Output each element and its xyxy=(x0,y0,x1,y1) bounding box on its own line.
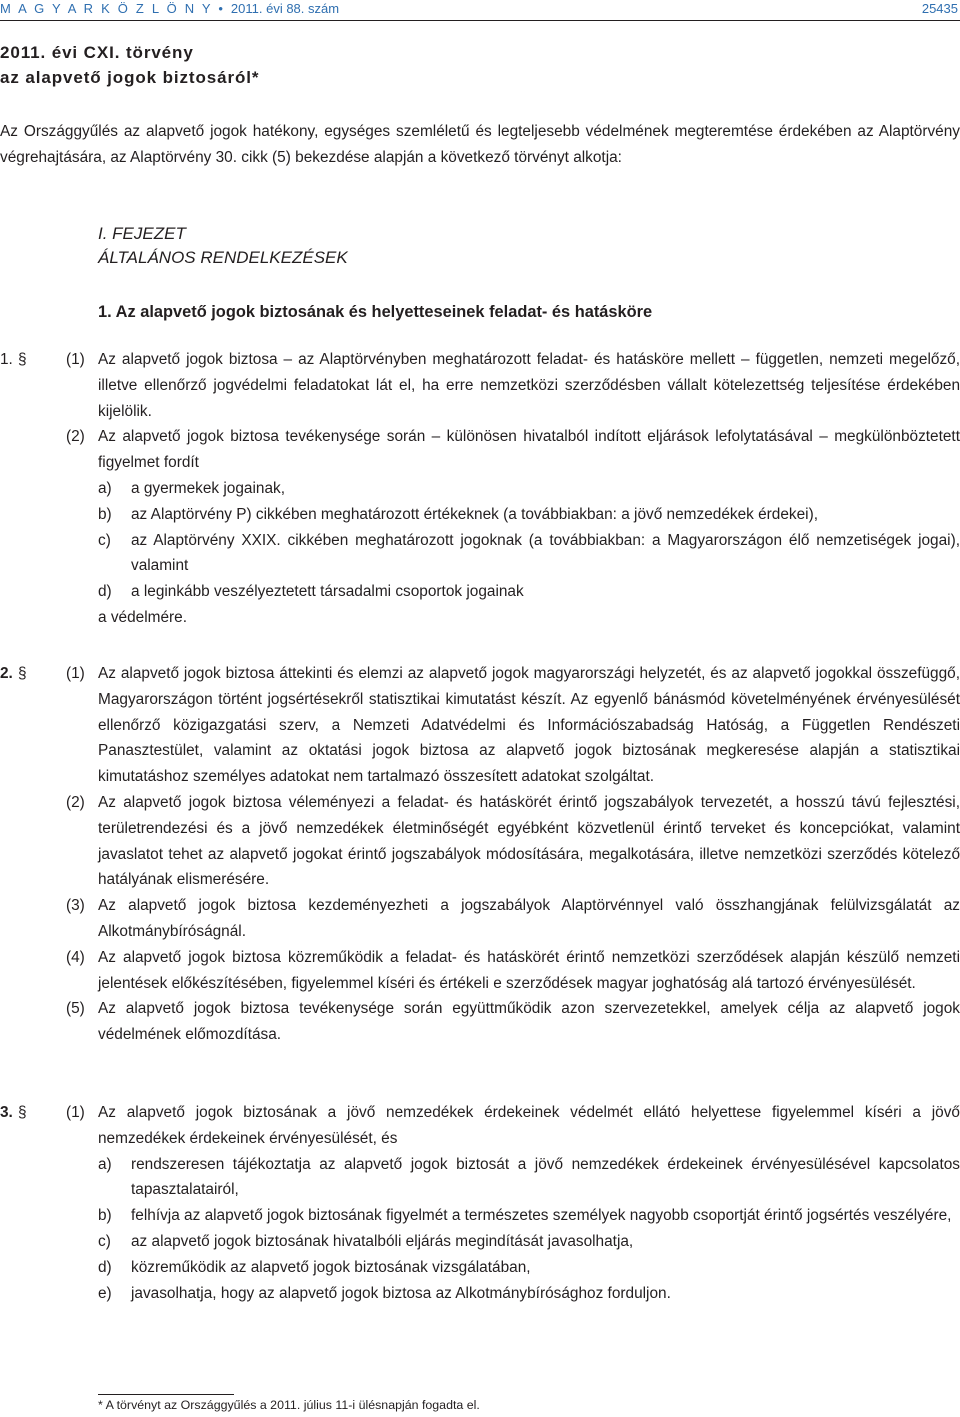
footnote: * A törvényt az Országgyűlés a 2011. július 11-i ülésnapján fogadta el. xyxy=(98,1398,480,1412)
list-item xyxy=(98,1229,960,1255)
section-2 xyxy=(0,661,960,1048)
page-header xyxy=(0,0,960,21)
paragraph-number: (3) xyxy=(66,897,85,915)
law-title xyxy=(0,40,259,90)
section-symbol: § xyxy=(18,665,27,682)
paragraph-text: Az alapvető jogok biztosa áttekinti és elemzi az alapvető jogok magyarországi helyzetét, és az alapvető jogokkal összefüggő, Magyarországon történt jogsértésekről statisztikai kimutatást készít. Az egyenlő bánásmód követelményének érvényesülését ellenőrző közigazgatási szerv, a Nemzeti Adatvédelmi és Információszabadság Hatóság, a Független Rendészeti Panasztestület, valamint az oktatási jogok biztosa az alapvető jogok biztosának megkeresése alapján a statisztikai kimutatáshoz személyes adatokat nem tartalmazó összesített adatokat szolgáltat. xyxy=(98,665,960,786)
chapter-number: I. FEJEZET xyxy=(98,224,186,243)
list-item-label: a) xyxy=(98,1155,112,1173)
paragraph xyxy=(0,347,960,424)
footnote-divider xyxy=(98,1394,234,1395)
paragraph xyxy=(0,945,960,997)
list-item xyxy=(98,1255,960,1281)
paragraph-number: (5) xyxy=(66,1000,85,1018)
list-item-label: d) xyxy=(98,1258,112,1276)
paragraph-tail: a védelmére. xyxy=(98,608,187,626)
section-symbol: § xyxy=(18,1104,27,1121)
paragraph-number: (2) xyxy=(66,428,85,446)
paragraph xyxy=(0,893,960,945)
journal-name: M A G Y A R K Ö Z L Ö N Y xyxy=(0,1,213,16)
list-item-label: d) xyxy=(98,583,112,601)
paragraph xyxy=(0,790,960,893)
law-title-line2: az alapvető jogok biztosáról* xyxy=(0,68,260,87)
list-item xyxy=(98,502,960,528)
list-item-label: c) xyxy=(98,531,111,549)
chapter-title: ÁLTALÁNOS RENDELKEZÉSEK xyxy=(98,248,348,267)
section-1 xyxy=(0,347,960,631)
paragraph-text: Az alapvető jogok biztosa – az Alaptörvényben meghatározott feladat- és hatásköre mellett – független, nemzeti megelőző, illetve ellenőrző jogvédelmi feladatokat lát el, ha erre nemzetközi szerződésben vállalt kötelezettség teljesítése érdekében kijelölik. xyxy=(98,351,960,420)
paragraph xyxy=(0,661,960,790)
paragraph-number: (4) xyxy=(66,948,85,966)
list-item xyxy=(98,1203,960,1229)
paragraph-text: Az alapvető jogok biztosának a jövő nemzedékek érdekeinek védelmét ellátó helyettese figyelemmel kíséri a jövő nemzedékek érdekeinek érvényesülését, és xyxy=(98,1104,960,1147)
section-number: 3. xyxy=(0,1104,13,1121)
list-item-text: közreműködik az alapvető jogok biztosának vizsgálatában, xyxy=(131,1258,531,1276)
paragraph-number: (1) xyxy=(66,1104,85,1121)
list-item-text: a gyermekek jogainak, xyxy=(131,479,285,497)
paragraph xyxy=(0,424,960,630)
journal-masthead xyxy=(0,0,339,22)
preamble: Az Országgyűlés az alapvető jogok hatékony, egységes szemléletű és legteljesebb védelmének megteremtése érdekében az Alaptörvény végrehajtására, az Alaptörvény 30. cikk (5) bekezdése alapján a következő törvényt alkotja: xyxy=(0,123,960,166)
section-subtitle: 1. Az alapvető jogok biztosának és helyetteseinek feladat- és hatásköre xyxy=(98,303,653,321)
list-item-label: e) xyxy=(98,1284,112,1302)
list-item xyxy=(98,1152,960,1204)
list-item xyxy=(98,1281,960,1307)
list-item-text: felhívja az alapvető jogok biztosának figyelmét a természetes személyek nagyobb csoportját érintő jogsértés veszélyére, xyxy=(131,1207,952,1225)
list-item-label: a) xyxy=(98,479,112,497)
list-item-text: javasolhatja, hogy az alapvető jogok biztosa az Alkotmánybírósághoz forduljon. xyxy=(131,1284,671,1302)
list-item xyxy=(98,579,960,605)
section-number: 1. xyxy=(0,351,13,368)
list-item-text: az Alaptörvény P) cikkében meghatározott értékeknek (a továbbiakban: a jövő nemzedékek érdekei), xyxy=(131,505,818,523)
list-item-label: c) xyxy=(98,1232,111,1250)
paragraph-number: (2) xyxy=(66,793,85,811)
list-item-text: a leginkább veszélyeztetett társadalmi csoportok jogainak xyxy=(131,583,524,601)
list-item-text: az Alaptörvény XXIX. cikkében meghatározott jogoknak (a továbbiakban: a Magyarországon élő nemzetiségek jogai), valamint xyxy=(131,531,960,575)
list-item-text: rendszeresen tájékoztatja az alapvető jogok biztosát a jövő nemzedékek érdekeinek érvényesülésével kapcsolatos tapasztalatairól, xyxy=(131,1155,960,1199)
section-symbol: § xyxy=(18,351,27,368)
paragraph xyxy=(0,1100,960,1306)
paragraph xyxy=(0,996,960,1048)
list-item-text: az alapvető jogok biztosának hivatalbóli eljárás megindítását javasolhatja, xyxy=(131,1232,634,1250)
issue-number: 2011. évi 88. szám xyxy=(230,1,340,16)
list-item-label: b) xyxy=(98,505,112,523)
page-number: 25435 xyxy=(921,1,958,16)
paragraph-number: (1) xyxy=(66,351,85,368)
paragraph-number: (1) xyxy=(66,665,85,682)
list-item xyxy=(98,528,960,580)
paragraph-text: Az alapvető jogok biztosa közreműködik a feladat- és hatáskörét érintő nemzetközi szerződések alapján készülő nemzeti jelentések előkészítésében, figyelemmel kíséri és értékeli e szerződések magyar joghatóság alá tartozó érvényesülését. xyxy=(98,948,960,992)
law-title-line1: 2011. évi CXI. törvény xyxy=(0,43,194,62)
paragraph-text: Az alapvető jogok biztosa véleményezi a feladat- és hatáskörét érintő jogszabályok tervezetét, a hosszú távú fejlesztési, területrendezési és a jövő nemzedékek életminőségét egyébként közvetlenül érintő terveket és koncepciókat, valamint javaslatot tehet az alapvető jogokat érintő jogszabályok módosítására, megalkotására, illetve nemzetközi szerződés kötelező hatályának elismerésére. xyxy=(98,793,960,889)
section-number: 2. xyxy=(0,665,13,682)
chapter-heading xyxy=(98,222,348,270)
section-3 xyxy=(0,1100,960,1306)
bullet-separator: • xyxy=(218,1,226,16)
list-item xyxy=(98,476,960,502)
list-item-label: b) xyxy=(98,1207,112,1225)
paragraph-text: Az alapvető jogok biztosa tevékenysége során – különösen hivatalból indított eljárások lefolytatásával – megkülönböztetett figyelmet fordít xyxy=(98,428,960,472)
paragraph-text: Az alapvető jogok biztosa tevékenysége során együttműködik azon szervezetekkel, amelyek célja az alapvető jogok védelmének előmozdítása. xyxy=(98,1000,960,1044)
paragraph-text: Az alapvető jogok biztosa kezdeményezheti a jogszabályok Alaptörvénnyel való összhangjának felülvizsgálatát az Alkotmánybíróságnál. xyxy=(98,897,960,940)
